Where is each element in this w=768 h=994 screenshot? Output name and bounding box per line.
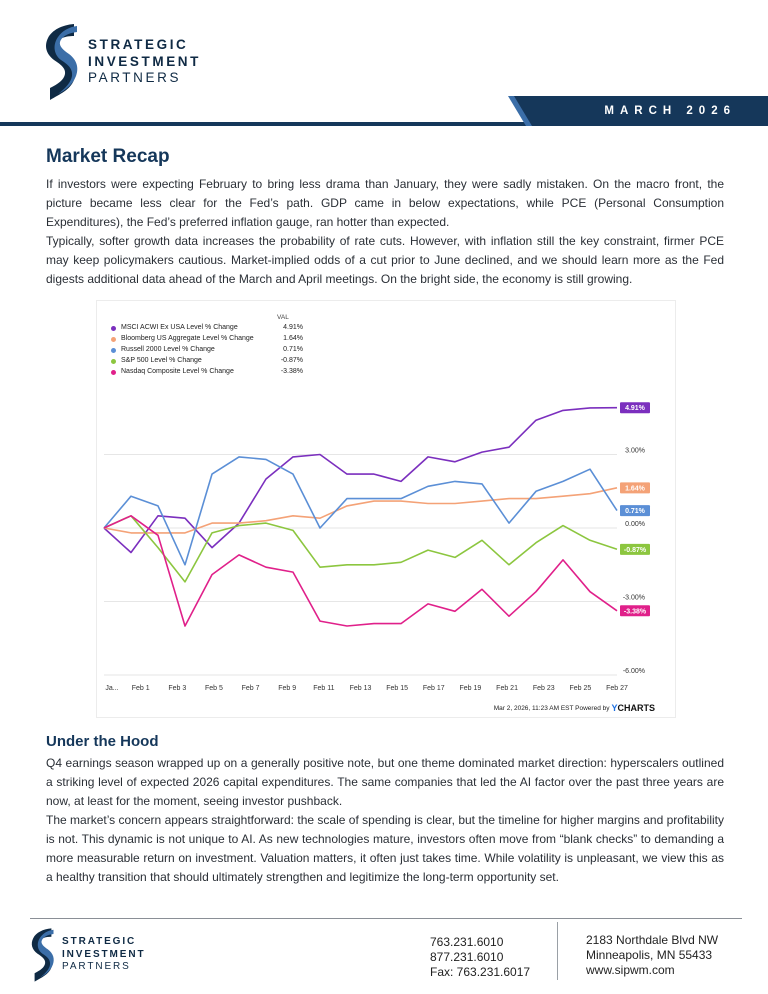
performance-chart bbox=[96, 300, 676, 718]
x-tick-label: Feb 9 bbox=[278, 685, 297, 692]
x-tick-label: Feb 17 bbox=[422, 685, 445, 692]
recap-paragraph-1: If investors were expecting February to bring less drama than January, they were sadly mistaken. On the macro front, the picture became less clear for the Fed’s path. GDP came in below expectations, while PCE (Personal Consumption Expenditures), the Fed’s preferred inflation gauge, ran hotter than expected. bbox=[46, 177, 724, 229]
series-line bbox=[104, 488, 617, 533]
hood-paragraph-1: Q4 earnings season wrapped up on a generally positive note, but one theme dominated market direction: hyperscalers outlined a striking level of expected 2026 capital expenditures. The same companies that led the AI factor over the past three years are now, at least for the moment, seeing investor pushback. bbox=[46, 756, 724, 808]
legend-item bbox=[109, 335, 309, 345]
series-line bbox=[104, 516, 617, 582]
logo-line-1: STRATEGIC bbox=[88, 37, 189, 53]
legend-series-value: -3.38% bbox=[280, 368, 303, 375]
address-line-2: Minneapolis, MN 55433 bbox=[586, 948, 713, 962]
footer-logo-mark-icon bbox=[30, 927, 56, 983]
fax-number: Fax: 763.231.6017 bbox=[430, 965, 531, 979]
legend-series-name: Nasdaq Composite Level % Change bbox=[121, 368, 234, 375]
legend-dot-icon bbox=[111, 337, 116, 342]
x-tick-label: Feb 25 bbox=[569, 685, 592, 692]
logo-line-3: PARTNERS bbox=[88, 70, 182, 86]
hood-paragraph-2: The market’s concern appears straightforward: the scale of spending is clear, but the timeline for higher margins and profitability is not. This dynamic is not unique to AI. As new technologies mature, investors often move from “blank checks” to demanding a more measurable return on investment. Valuation matters, it often just takes time. While volatility is unpleasant, we view this as a healthy transition that should ultimately strengthen and legitimize the long-term opportunity set. bbox=[46, 813, 724, 884]
x-tick-label: Feb 23 bbox=[532, 685, 555, 692]
legend-series-value: 0.71% bbox=[283, 346, 303, 353]
market-recap-heading: Market Recap bbox=[46, 146, 170, 167]
chart-timestamp: Mar 2, 2026, 11:23 AM EST Powered by bbox=[493, 704, 610, 712]
y-tick-label: 3.00% bbox=[625, 447, 645, 455]
legend-series-value: 4.91% bbox=[283, 324, 303, 331]
footer-logo bbox=[30, 927, 145, 983]
legend-header: VAL bbox=[277, 314, 289, 321]
legend-dot-icon bbox=[111, 326, 116, 331]
issue-date: MARCH 2026 bbox=[604, 105, 736, 117]
legend-dot-icon bbox=[111, 370, 116, 375]
legend-dot-icon bbox=[111, 359, 116, 364]
footer-phones bbox=[430, 935, 530, 980]
address-line-1: 2183 Northdale Blvd NW bbox=[586, 933, 719, 947]
x-tick-label: Feb 27 bbox=[606, 685, 628, 692]
legend-series-name: S&P 500 Level % Change bbox=[121, 357, 202, 364]
x-tick-label: Feb 7 bbox=[241, 685, 260, 692]
x-tick-label: Feb 21 bbox=[496, 685, 518, 692]
phone-primary[interactable]: 763.231.6010 bbox=[430, 935, 504, 949]
legend-dot-icon bbox=[111, 348, 116, 353]
x-tick-label: Feb 3 bbox=[168, 685, 187, 692]
x-tick-label: Feb 11 bbox=[313, 685, 335, 692]
logo-line-2: INVESTMENT bbox=[88, 53, 202, 69]
recap-paragraph-2: Typically, softer growth data increases the probability of rate cuts. However, with inflation still the key constraint, firmer PCE may keep policymakers cautious. Market-implied odds of a cut prior to June declined, and we should learn more as the Fed digests additional data ahead of the March and April meetings. On the bright side, the economy is still growing. bbox=[46, 234, 724, 286]
x-tick-label: Feb 1 bbox=[131, 685, 150, 692]
chart-source-stamp bbox=[494, 703, 655, 713]
end-value-label: 0.71% bbox=[625, 508, 645, 516]
series-line bbox=[104, 457, 617, 565]
x-tick-label: Ja... bbox=[105, 685, 119, 692]
legend-series-name: MSCI ACWI Ex USA Level % Change bbox=[121, 324, 238, 331]
x-tick-label: Feb 5 bbox=[204, 685, 223, 692]
legend-item bbox=[109, 324, 309, 334]
legend-item bbox=[109, 346, 309, 356]
x-tick-label: Feb 15 bbox=[386, 685, 409, 692]
series-line bbox=[104, 408, 617, 553]
ycharts-logo bbox=[611, 703, 655, 713]
website-link[interactable]: www.sipwm.com bbox=[586, 963, 675, 977]
company-logo bbox=[44, 22, 201, 102]
end-value-label: -0.87% bbox=[623, 546, 647, 554]
issue-date-band bbox=[0, 96, 768, 130]
x-tick-label: Feb 13 bbox=[349, 685, 372, 692]
end-value-label: 1.64% bbox=[625, 485, 645, 493]
under-the-hood-heading: Under the Hood bbox=[46, 733, 159, 750]
legend-series-value: -0.87% bbox=[280, 357, 303, 364]
y-tick-label: -3.00% bbox=[622, 594, 645, 602]
end-value-label: 4.91% bbox=[625, 405, 645, 413]
footer-logo-line-3: PARTNERS bbox=[62, 961, 131, 973]
ycharts-logo-text: CHARTS bbox=[617, 703, 655, 713]
x-tick-label: Feb 19 bbox=[459, 685, 482, 692]
footer-address bbox=[586, 933, 718, 978]
end-value-label: -3.38% bbox=[623, 608, 647, 616]
legend-series-name: Bloomberg US Aggregate Level % Change bbox=[121, 335, 254, 342]
legend-item bbox=[109, 368, 309, 378]
footer-vertical-divider bbox=[557, 922, 558, 980]
legend-series-name: Russell 2000 Level % Change bbox=[121, 346, 215, 353]
y-tick-label: -6.00% bbox=[622, 668, 645, 675]
legend-item bbox=[109, 357, 309, 367]
footer-divider bbox=[30, 918, 742, 919]
y-tick-label: 0.00% bbox=[625, 521, 645, 528]
logo-mark-icon bbox=[44, 22, 80, 102]
footer-logo-line-2: INVESTMENT bbox=[62, 948, 146, 960]
phone-tollfree[interactable]: 877.231.6010 bbox=[430, 950, 504, 964]
legend-series-value: 1.64% bbox=[283, 335, 303, 342]
ycharts-logo-y: Y bbox=[611, 703, 618, 713]
footer-logo-line-1: STRATEGIC bbox=[62, 936, 137, 948]
